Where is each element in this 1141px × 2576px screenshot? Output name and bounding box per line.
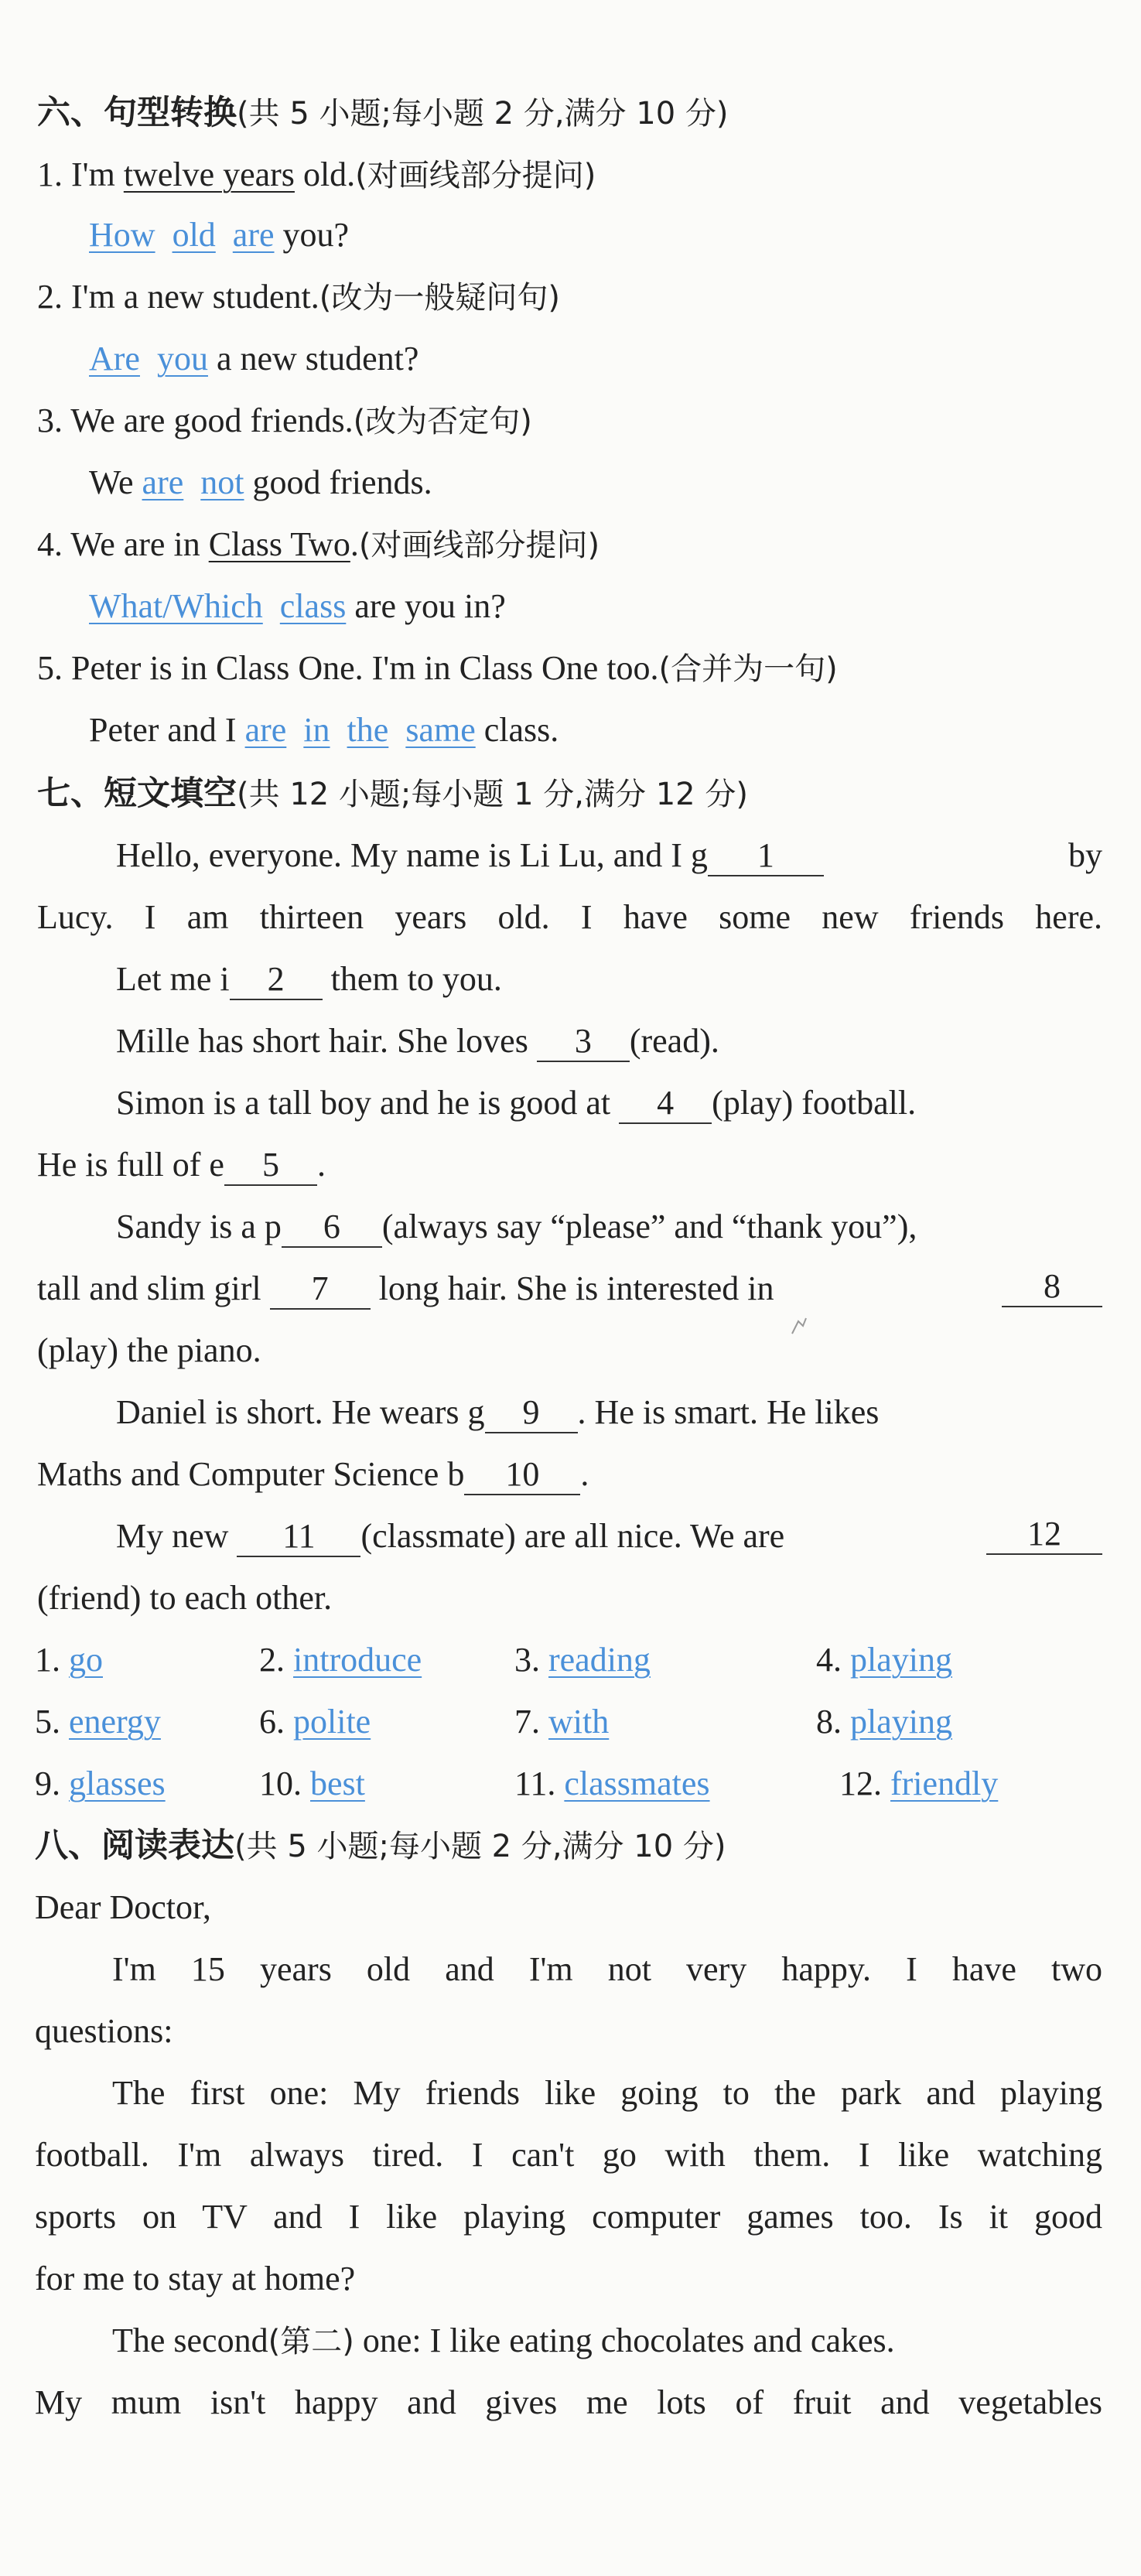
- passage-text: tall and slim girl: [37, 1269, 261, 1307]
- q5-answer-3: the: [347, 711, 389, 749]
- letter-line-5: sports on TV and I like playing computer games too. Is it good: [35, 2198, 1102, 2236]
- answer-number: 3.: [514, 1641, 540, 1679]
- answer-number: 1.: [35, 1641, 60, 1679]
- answer-word: playing: [850, 1703, 952, 1741]
- blank-7: 7: [270, 1269, 371, 1310]
- stray-ink-mark: [789, 1315, 809, 1338]
- q3-answer-line: [89, 461, 1141, 504]
- letter-line-4: football. I'm always tired. I can't go with them. I like watching: [35, 2136, 1102, 2174]
- answer-word: introduce: [293, 1641, 422, 1679]
- answer-word: playing: [850, 1641, 952, 1679]
- passage-line-5: [116, 1081, 1102, 1125]
- q5-answer-2: in: [303, 711, 330, 749]
- q5-answer-1: are: [244, 711, 287, 749]
- blank-6: 6: [282, 1208, 382, 1248]
- passage-text: My new: [116, 1517, 229, 1555]
- passage-line-3: [116, 958, 1141, 1001]
- q5-answer-line: [89, 709, 1141, 752]
- blank-3: 3: [537, 1022, 630, 1062]
- passage-text: (play) football.: [712, 1084, 917, 1122]
- passage-line-11: [37, 1453, 1141, 1496]
- passage-line-13: (friend) to each other.: [37, 1579, 333, 1617]
- q4-text-b: .: [350, 525, 359, 563]
- answer-item: [839, 1762, 998, 1806]
- q5-line: [37, 647, 1141, 691]
- q4-number: 4.: [37, 525, 63, 563]
- q5-text: Peter is in Class One. I'm in Class One too.: [71, 649, 659, 687]
- blank-11: 11: [237, 1517, 360, 1557]
- answer-number: 4.: [816, 1641, 842, 1679]
- answer-item: [816, 1638, 952, 1682]
- section7-heading: 七、短文填空: [37, 774, 237, 813]
- q3-answer-1: are: [142, 463, 184, 501]
- q1-answer-1: How: [89, 216, 155, 254]
- answer-word: classmates: [564, 1765, 710, 1802]
- section8-heading: 八、阅读表达: [35, 1826, 234, 1865]
- q1-answer-2: old: [172, 216, 216, 254]
- q2-answer-1: Are: [89, 340, 140, 378]
- answer-item: [35, 1638, 103, 1682]
- passage-text: Maths and Computer Science: [37, 1455, 439, 1493]
- section7-note: (共 12 小题;每小题 1 分,满分 12 分): [237, 777, 748, 812]
- answer-number: 11.: [514, 1765, 556, 1802]
- answer-item: [35, 1762, 166, 1806]
- answer-number: 12.: [839, 1765, 882, 1802]
- q4-text-a: We are in: [70, 525, 209, 563]
- passage-text: (classmate) are all nice. We are: [360, 1517, 785, 1555]
- passage-text: Let me: [116, 960, 212, 998]
- passage-text: .: [580, 1455, 589, 1493]
- answer-number: 5.: [35, 1703, 60, 1741]
- passage-text: Hello, everyone. My name is Li Lu, and I: [116, 836, 682, 874]
- passage-line-9: (play) the piano.: [37, 1331, 261, 1369]
- letter-text: The second: [112, 2321, 268, 2359]
- blank-10: 10: [464, 1455, 580, 1495]
- letter-line-8: My mum isn't happy and gives me lots of fruit and vegetables: [35, 2383, 1102, 2421]
- answer-grid: [35, 1638, 1102, 1824]
- q3-instruction: (改为否定句): [353, 404, 532, 439]
- answer-item: [259, 1700, 371, 1744]
- answer-word: polite: [293, 1703, 371, 1741]
- passage-text: (read).: [629, 1022, 719, 1060]
- answer-number: 10.: [259, 1765, 302, 1802]
- passage-text: them to you.: [330, 960, 502, 998]
- blank-letter: i: [220, 960, 230, 998]
- q2-answer-tail: a new student?: [207, 340, 419, 378]
- answer-item: [514, 1762, 710, 1806]
- passage-text: Daniel is short. He wears: [116, 1393, 459, 1431]
- section6-heading: 六、句型转换: [37, 94, 237, 132]
- q1-underlined: twelve years: [123, 155, 295, 193]
- passage-text: (always say “please” and “thank you”),: [381, 1208, 917, 1245]
- blank-8: 8: [1002, 1267, 1102, 1307]
- q5-instruction: (合并为一句): [658, 651, 838, 687]
- blank-letter: g: [467, 1393, 485, 1431]
- q4-answer-2: class: [279, 587, 347, 625]
- q3-text: We are good friends.: [70, 401, 354, 439]
- answer-number: 8.: [816, 1703, 842, 1741]
- answer-item: [35, 1700, 161, 1744]
- section8-header: [35, 1824, 1141, 1868]
- q4-line: [37, 523, 1141, 567]
- passage-text: .: [316, 1146, 326, 1184]
- letter-text: one: I like eating chocolates and cakes.: [354, 2321, 895, 2359]
- passage-text: Sandy is a: [116, 1208, 256, 1245]
- q3-answer-2: not: [200, 463, 244, 501]
- blank-1: 1: [708, 836, 824, 876]
- answer-number: 9.: [35, 1765, 60, 1802]
- answer-word: go: [69, 1641, 103, 1679]
- q5-answer-4: same: [405, 711, 476, 749]
- answer-word: energy: [69, 1703, 161, 1741]
- passage-text: He is full of: [37, 1146, 201, 1184]
- q2-number: 2.: [37, 278, 63, 316]
- q2-answer-line: [89, 337, 1141, 381]
- q4-underlined: Class Two: [208, 525, 350, 563]
- answer-item: [259, 1762, 365, 1806]
- letter-line-7: [112, 2319, 1141, 2363]
- q1-line: [37, 153, 1141, 197]
- passage-text: by: [1068, 836, 1102, 874]
- q1-answer-tail: you?: [274, 216, 350, 254]
- section8-note: (共 5 小题;每小题 2 分,满分 10 分): [234, 1829, 726, 1864]
- blank-12: 12: [986, 1515, 1102, 1555]
- passage-line-8: [37, 1267, 1102, 1310]
- answer-item: [514, 1700, 609, 1744]
- blank-5: 5: [224, 1146, 317, 1186]
- q4-answer-line: [89, 585, 1141, 628]
- passage-line-10: [116, 1391, 1102, 1434]
- blank-4: 4: [619, 1084, 712, 1124]
- passage-text: . He is smart. He likes: [577, 1393, 880, 1431]
- q3-line: [37, 399, 1141, 443]
- q5-number: 5.: [37, 649, 63, 687]
- q4-instruction: (对画线部分提问): [358, 528, 600, 563]
- q1-text-a: I'm: [71, 155, 124, 193]
- q1-text-b: old.: [294, 155, 356, 193]
- letter-chinese-note: (第二): [268, 2324, 354, 2359]
- q1-answer-line: [89, 214, 1141, 257]
- q1-instruction: (对画线部分提问): [355, 158, 596, 193]
- passage-line-4: [116, 1020, 1141, 1063]
- q4-answer-1: What/Which: [89, 587, 263, 625]
- blank-letter: g: [690, 836, 708, 874]
- passage-text: Simon is a tall boy and he is good at: [116, 1084, 611, 1122]
- q3-answer-head: We: [89, 463, 142, 501]
- section6-header: [37, 91, 1141, 135]
- q2-text: I'm a new student.: [71, 278, 319, 316]
- q3-answer-tail: good friends.: [244, 463, 432, 501]
- blank-letter: b: [447, 1455, 465, 1493]
- section6-note: (共 5 小题;每小题 2 分,满分 10 分): [237, 96, 729, 132]
- q2-answer-2: you: [156, 340, 208, 378]
- blank-2: 2: [230, 960, 323, 1000]
- letter-line-3: The first one: My friends like going to the park and playing: [112, 2074, 1102, 2112]
- q2-instruction: (改为一般疑问句): [319, 280, 560, 316]
- q4-answer-tail: are you in?: [346, 587, 506, 625]
- answer-item: [259, 1638, 422, 1682]
- q3-number: 3.: [37, 401, 63, 439]
- blank-letter: p: [264, 1208, 282, 1245]
- blank-letter: e: [209, 1146, 224, 1184]
- answer-item: [514, 1638, 651, 1682]
- answer-number: 7.: [514, 1703, 540, 1741]
- passage-line-1: [116, 834, 1102, 877]
- letter-line-1: I'm 15 years old and I'm not very happy. I have two: [112, 1950, 1102, 1988]
- q5-answer-head: Peter and I: [89, 711, 245, 749]
- passage-line-7: [116, 1205, 1141, 1249]
- answer-word: friendly: [890, 1765, 999, 1802]
- answer-number: 6.: [259, 1703, 285, 1741]
- q1-number: 1.: [37, 155, 63, 193]
- letter-line-6: for me to stay at home?: [35, 2260, 356, 2298]
- blank-9: 9: [485, 1393, 578, 1433]
- answer-word: best: [310, 1765, 365, 1802]
- passage-line-12: [116, 1515, 1102, 1558]
- answer-word: with: [548, 1703, 610, 1741]
- passage-text: Mille has short hair. She loves: [116, 1022, 528, 1060]
- passage-text: long hair. She is interested in: [378, 1269, 774, 1307]
- section7-header: [37, 772, 1141, 816]
- letter-greeting: Dear Doctor,: [35, 1888, 211, 1926]
- letter-line-2: questions:: [35, 2012, 173, 2050]
- answer-number: 2.: [259, 1641, 285, 1679]
- passage-line-6: [37, 1143, 1141, 1187]
- q5-answer-tail: class.: [475, 711, 559, 749]
- q2-line: [37, 275, 1141, 319]
- answer-word: glasses: [69, 1765, 166, 1802]
- answer-item: [816, 1700, 952, 1744]
- q1-answer-3: are: [232, 216, 275, 254]
- answer-word: reading: [548, 1641, 651, 1679]
- passage-line-2: Lucy. I am thirteen years old. I have some new friends here.: [37, 898, 1102, 936]
